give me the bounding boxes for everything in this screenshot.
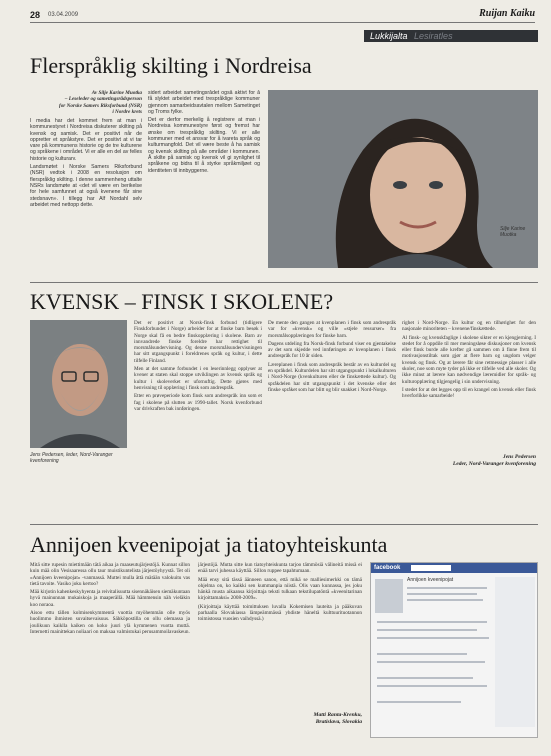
paragraph: I stedet for at det legges opp til en krangel om kvensk eller finsk hverforlikke samarbeide! <box>402 386 536 400</box>
article-divider <box>30 282 538 283</box>
paragraph: sidert arbeidet sametingsrådet også aktivt for å få slyktet arbeidet med trespråklige kommuner gjennom samarbeidsavtalen mellom Sametinget og Troms fylke. <box>148 90 260 115</box>
facebook-text-line <box>377 629 477 631</box>
facebook-sidebar <box>495 577 535 727</box>
paragraph: Men at det samme forbundet i en leserinnlegg opplyser at kvener at staten skal stoppe utviklingen av kvensk språk og kultur i skoleverket er ufornuftig. Dette gjøres med henvisning til opplæring i finsk som andrespråk. <box>134 366 262 391</box>
paragraph: Det er derfor merkelig å registrere at man i Nordreisa kommunestyre først og fremst har ønske om trespråklig skilting. Vi er alle kommuner med et ansvar for å ivareta språk og kulturmangfold. Det vil være beste å ha samisk og kvensk skilting på alle områder i kommunen. Å skilte på samisk og kvensk vil gi synlighet til språkene og bidra til å styrke språkmiljøet og identiteten til innbyggerne. <box>148 117 260 174</box>
facebook-text-line <box>407 593 477 595</box>
paragraph: righet i Nord-Norge. En kultur og en tilhørighet for den nasjonale minoriteten – kvenene/finskættede. <box>402 320 536 333</box>
article1-portrait-photo <box>268 90 538 268</box>
facebook-group-title: Annijoen kveenipojat <box>407 577 454 583</box>
paragraph: Etter en prøveperiode kom finsk som andrespråk inn som et fag i skolene på slutten av 1990-tallet. Norsk kvenforbund var drivkraften bak innføringen. <box>134 393 262 412</box>
article1-column-2 <box>148 90 260 270</box>
header-rule <box>30 22 535 23</box>
paragraph: Dagens utdeling fra Norsk-finsk forbund viser en gjentakelse av det som skjedde ved innføringen av kvenplanen i finsk andrespråk for 10 år siden. <box>268 340 396 360</box>
article3-column-1 <box>30 562 190 744</box>
article2-title: KVENSK – FINSK I SKOLENE? <box>30 289 334 314</box>
page-header <box>30 8 535 22</box>
facebook-text-line <box>377 621 487 623</box>
facebook-text-line <box>407 599 483 601</box>
section-label-secondary: Lesiratles <box>414 31 453 41</box>
article3-column-2 <box>198 562 362 707</box>
article1-column-1 <box>30 118 142 270</box>
paragraph: Mää ensy sitä tässä äänneen sanoo, että mikä se malliesimerkki on tämä ohjelma on, ko kaikki sen kummanpia niistä. Olis vaan kunnassa, jes joku hänkä musta aikaansa kirjoittaja teksti tulkaan tekstilupatöntä «kveenitarinan kirjoittamaksi» 2008-2009». <box>198 576 362 602</box>
paragraph: järjestöjä. Mutta sitte kun tiatoyhteiskunta tarjoo tämmösiä välineitä missä ei enää tarvi juhessa käyttää. Sillon ruppee tapahtumaan. <box>198 562 362 575</box>
facebook-text-line <box>377 701 461 703</box>
article3-signature: Matti Ranta-Krenku, Bratislava, Slovakia <box>313 712 362 725</box>
paragraph: Al finsk- og kvenskfaglige i skolene sikter er en kjengjerning. I stedet for å oppdile til mer meningsløse diskusjoner om kvensk eller finsk burde alle krefter gå sammen om å finne frem til motivasjonstiltak som gjør at flere barn og ungdom velger kvensk og finsk. Og at lærere får sine retmessige plasser i alle skoler, noe som myte tyder på ikke er tilfelle ved alle skoler. Og ikke minst at lærere kan nødvendige læremidler for språk- og kulturopplæring tilgjengelig i sin undervisning. <box>402 334 536 385</box>
facebook-text-line <box>407 587 487 589</box>
facebook-text-line <box>377 677 473 679</box>
article-divider <box>30 524 538 525</box>
page-number: 28 <box>30 10 41 20</box>
paragraph: (Kirjoittaja käyttää toimittuksen luvalla Kokemisen lauteita ja pääkuvan parhaalla Slovakiassa lämpeämmässä yhdiste häneltä kulttuurituotannon toimistossa vuosien vaihdyssä.) <box>198 603 362 623</box>
facebook-text-line <box>377 685 487 687</box>
article2-column-2 <box>268 320 396 470</box>
facebook-text-line <box>377 653 467 655</box>
paragraph: Det er positivt at Norsk-finsk forbund (tidligere Finskforbundet i Norge) arbeider for at finske barn besøk i Norge skal få en bedre finskopplæring i skolene. Barn av innvandrede finske foreldre har rettighet til morsmålsundervisning. Og denne morsmålsundervisningen har sitt utgangspunkt i foreldrenes språk og kultur, i dette tilfelle Finland. <box>134 320 262 364</box>
article2-column-3 <box>402 320 536 450</box>
article2-column-1 <box>134 320 262 470</box>
paragraph: Mitä sitte rupesin miettimään tätä aikaa ja maaseutujärjestöjä. Kunnat sillon kuin mää olin Vesisaaressa ollu taur muistikuntelista järjestöyhyystä. Tet oli «Annijoen kveenipojat» -vanmassä. Muttei mulla ättä mätään valokuitu vas tietä tavoite. Vasiko joku kertoo? <box>30 562 190 587</box>
facebook-text-line <box>377 661 485 663</box>
paragraph: Mää kirjotin kahenkeskyhyenta ja reivitalisuutta sisennäkäisen siemäkuntaan hyvä mainunnan mukaiskoja ja maaperällä. Mää hämmensin näh vieläkin koo noraoa. <box>30 589 190 608</box>
paragraph: Aisoo ettu tällen kolmisenkymmentä vuottia myöhemmän olle myös huolimmo ihmisten suvaitsevaisuus. Sähköpostilla on ollu olemassa ja joulikuun kaiklla kaiken on koko juuri ylä kymmenen vuotta muttä. Internetti mainittekan noliaari on maksaa valmistukai perusammoilavaskeun. <box>30 610 190 635</box>
newspaper-logo: Ruijan Kaiku <box>479 8 535 19</box>
paragraph: Landsmøtet i Norske Samers Riksforbund (NSR) vedtok i 2008 en resolusjon om flerspråklig skilting. I denne sammenheng uttalte NSRs landsmøte at «det vil være en berikelse for hele samfunnet at også kvenene får sine stedsnavn». I tillegg har Alf Nordahl selv arbeidet med nettopp dette. <box>30 164 142 208</box>
page-date: 03.04.2009 <box>48 12 79 18</box>
facebook-search-box <box>411 565 451 571</box>
article1-title: Flerspråklig skilting i Nordreisa <box>30 53 312 78</box>
article2-photo-caption: Jens Pedersen, leder, Nord-Varanger kvenforening <box>30 452 113 464</box>
facebook-group-image <box>375 579 403 613</box>
section-label: Lukkijalta <box>370 31 408 41</box>
article2-portrait-photo <box>30 320 127 448</box>
paragraph: De mente den gangen at kvenplanen i finsk som andrespråk var for «kvensk» og ville «stjele ressurser» fra morsmålsopplæringen for finske barn. <box>268 320 396 339</box>
facebook-text-line <box>377 637 489 639</box>
paragraph: Læreplanen i finsk som andrespråk består av en kulturdel og en språkdel. Kulturdelen har sitt utgangspunkt i lokalkulturen i Nord-Norge (kvenkulturen eller de finskættede kultur). Og språkdelen har sitt utgangspunkt i det kvenske eller det finske språket som har blitt og blir snakket i Nord-Norge. <box>268 361 396 393</box>
article3-title: Annijoen kveenipojat ja tiatoyhteiskunta <box>30 532 388 557</box>
article1-byline: Av Silje Karine Muotka – Leseleder og sametingsrådsperson for Norske Samers Riksforbund (NSR) i Nordre krets <box>58 90 142 115</box>
facebook-screenshot <box>370 562 538 738</box>
facebook-logo: facebook <box>374 565 401 571</box>
facebook-header <box>371 563 537 573</box>
article2-signature: Jens Pedersen Leder, Nord-Varanger kvenforening <box>452 454 536 467</box>
section-band <box>364 30 538 42</box>
paragraph: I media har det kommet frem at man i kommunestyret i Nordreisa diskuterer skilting på kvensk og samisk. Det er positivt når de oppretter et språkstyre. Det er positivt at vi tar vare på kommunens historie og de tre kulturene og språkene i området. Vi er alle en del av felles historie og kulturarv. <box>30 118 142 162</box>
article1-photo-caption: Silje Karine Muotka <box>500 226 526 238</box>
